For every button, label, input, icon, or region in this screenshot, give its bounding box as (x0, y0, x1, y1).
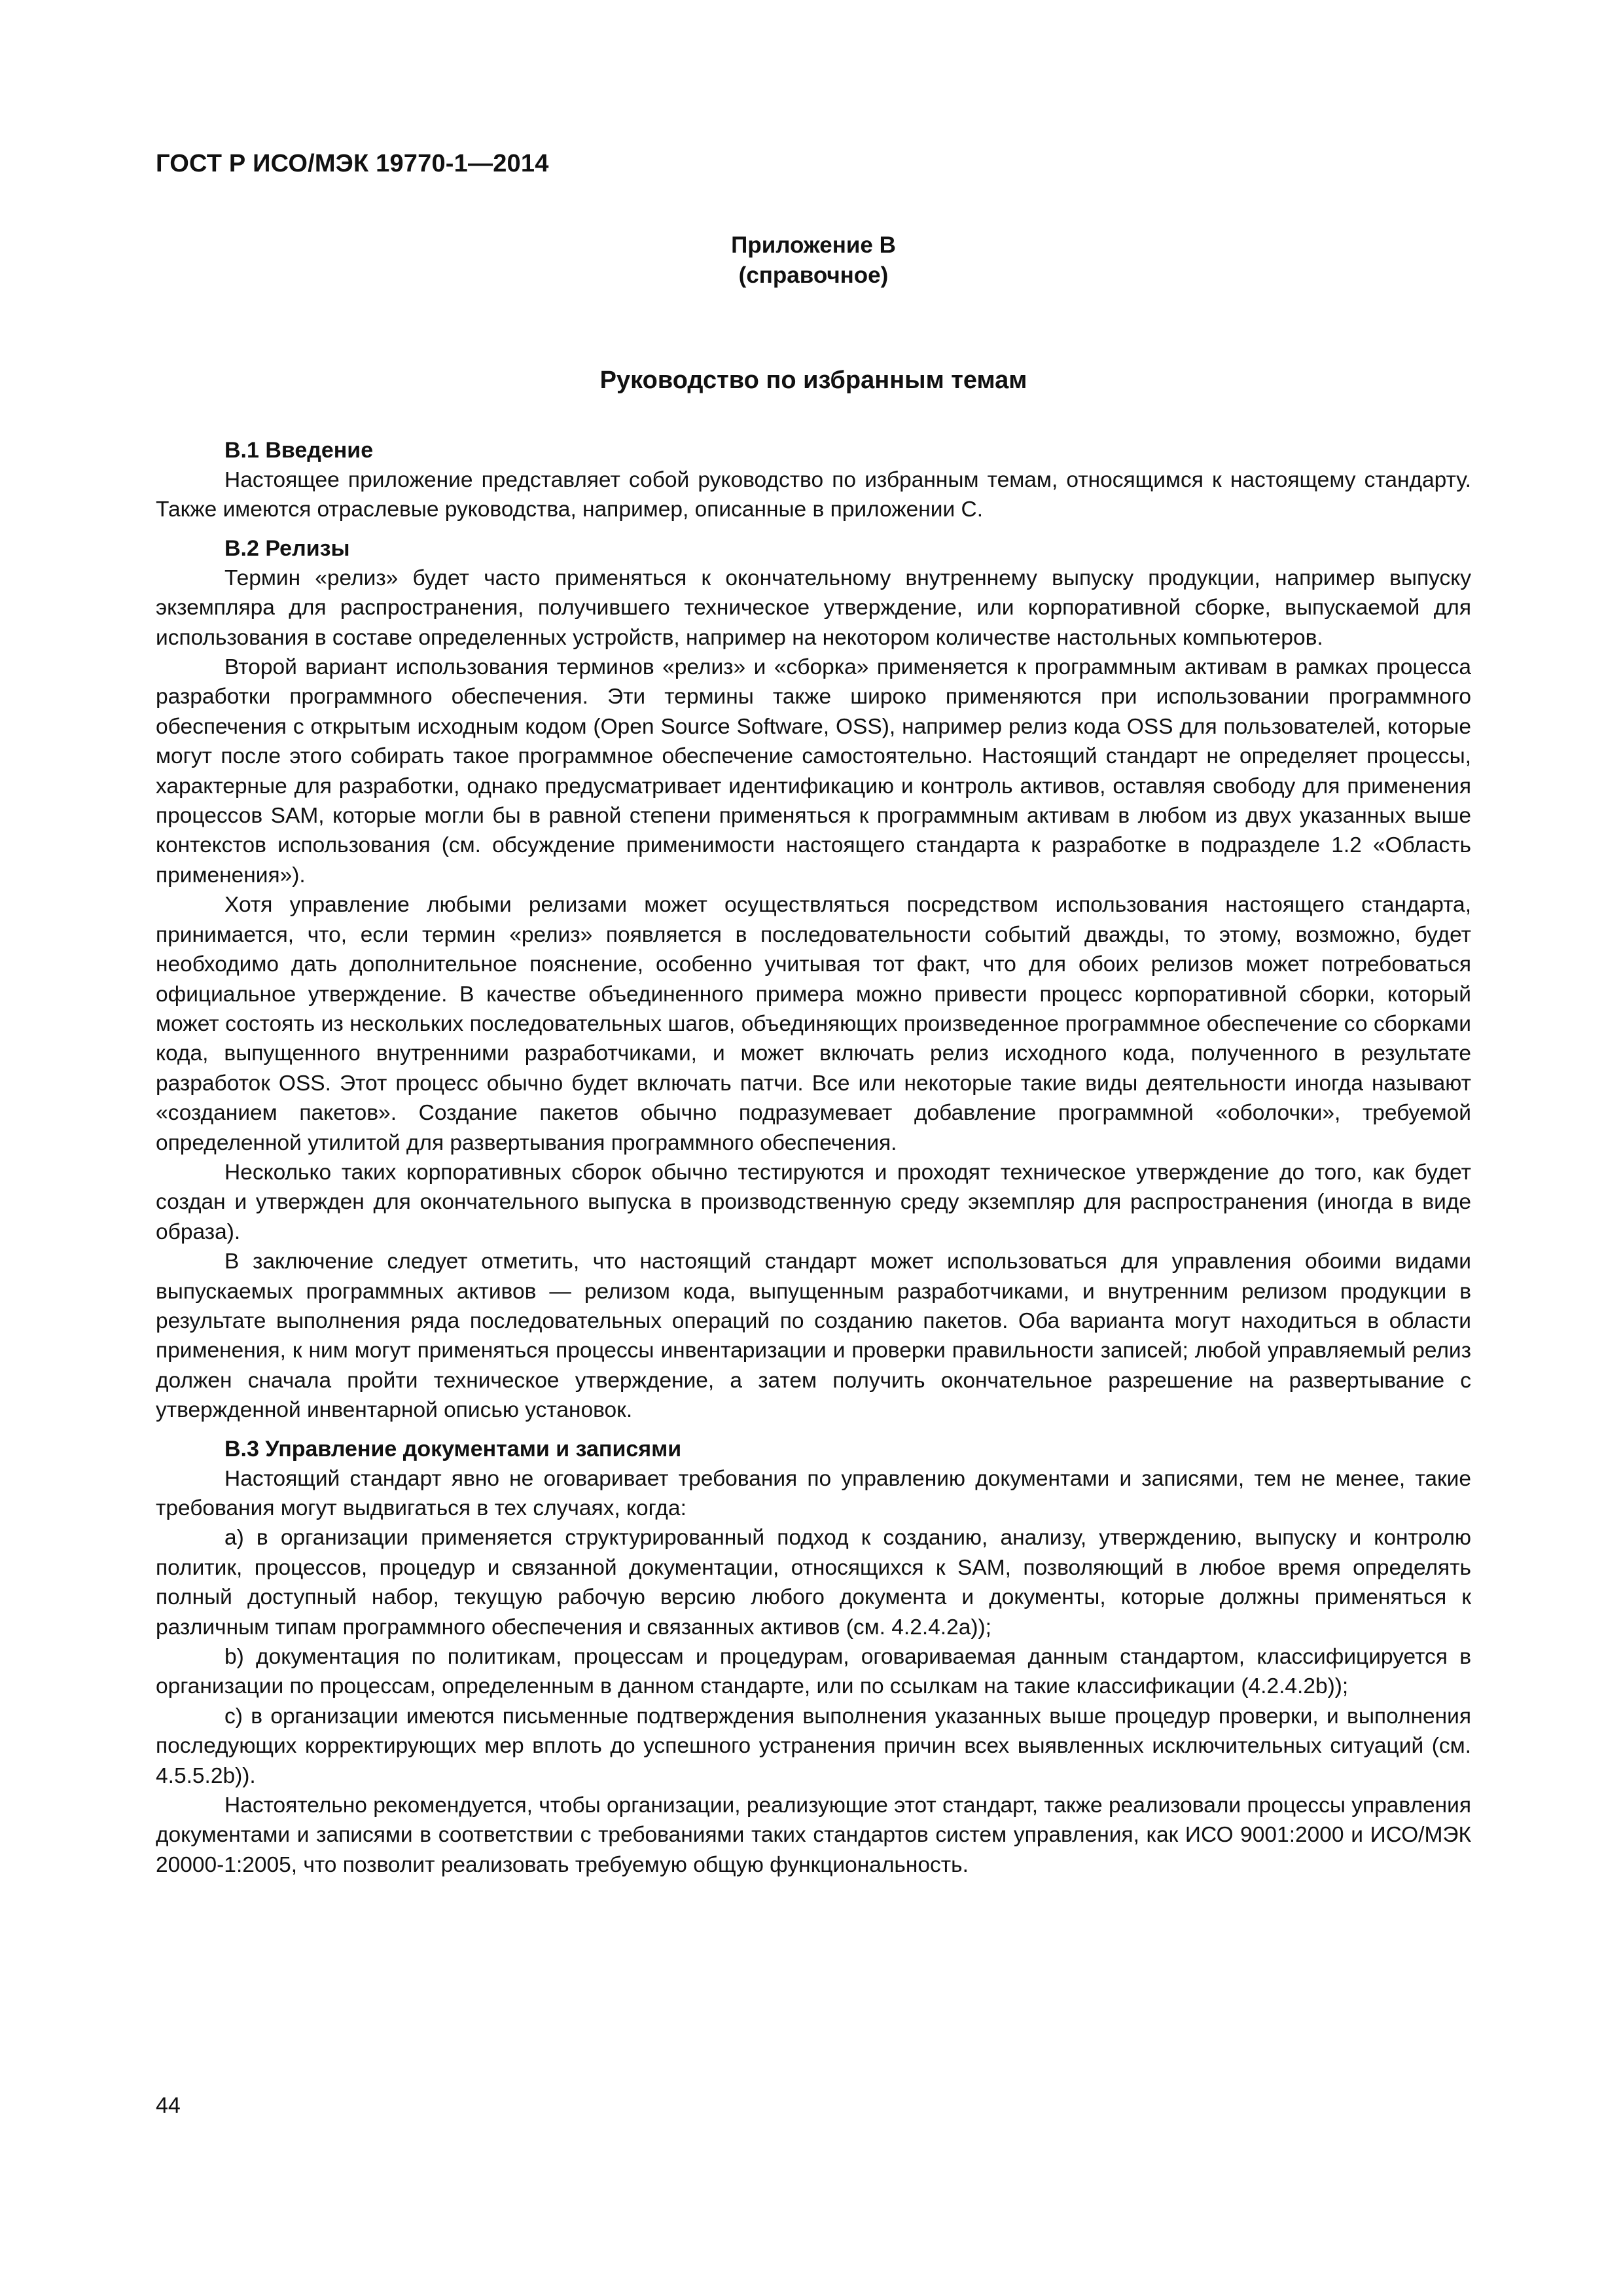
section-heading-b2: В.2 Релизы (224, 535, 350, 561)
section-b3-paragraph: Настоящий стандарт явно не оговаривает требования по управлению документами и записями, тем не менее, такие требования могут выдвигаться в тех случаях, когда: (156, 1466, 1471, 1520)
document-page (156, 147, 1471, 2242)
annex-title: Руководство по избранным темам (599, 367, 1027, 394)
page-number: 44 (156, 2093, 181, 2118)
list-item-c: c) в организации имеются письменные подтверждения выполнения указанных выше процедур проверки, и выполнения последующих корректирующих мер вплоть до успешного устранения причин всех выявленных исключительных ситуаций (см. 4.5.5.2b)). (156, 1704, 1471, 1788)
section-heading-b1: В.1 Введение (224, 438, 374, 463)
list-item-b: b) документация по политикам, процессам и процедурам, оговариваемая данным стандартом, классифицируется в организации по процессам, определенным в данном стандарте, или по ссылкам на такие классификации (4.2.4.2b)); (156, 1645, 1471, 1699)
section-b1-paragraph: Настоящее приложение представляет собой руководство по избранным темам, относящимся к настоящему стандарту. Также имеются отраслевые руководства, например, описанные в приложении С. (156, 468, 1471, 522)
section-b2-paragraph: Термин «релиз» будет часто применяться к окончательному внутреннему выпуску продукции, например выпуску экземпляра для распространения, получившего техническое утверждение, или корпоративной сборке, выпускаемой для использования в составе определенных устройств, например на некотором количестве настольных компьютеров. (156, 565, 1471, 650)
section-b3-paragraph: Настоятельно рекомендуется, чтобы организации, реализующие этот стандарт, также реализовали процессы управления документами и записями в соответствии с требованиями таких стандартов систем управления, как ИСО 9001:2000 и ИСО/МЭК 20000-1:2005, что позволит реализовать требуемую общую функциональность. (156, 1793, 1471, 1877)
section-b2-paragraph: Хотя управление любыми релизами может осуществляться посредством использования настоящего стандарта, принимается, что, если термин «релиз» появляется в последовательности событий дважды, то этому, возможно, будет необходимо дать дополнительное пояснение, особенно учитывая тот факт, что для обоих релизов может потребоваться официальное утверждение. В качестве объединенного примера можно привести процесс корпоративной сборки, который может состоять из нескольких последовательных шагов, объединяющих произведенное программное обеспечение со сборками кода, выпущенного внутренними разработчиками, и может включать релиз исходного кода, полученного в результате разработок OSS. Этот процесс обычно будет включать патчи. Все или некоторые такие виды деятельности иногда называют «созданием пакетов». Создание пакетов обычно подразумевает добавление программной «оболочки», требуемой определенной утилитой для развертывания программного обеспечения. (156, 893, 1471, 1155)
section-b2-paragraph: В заключение следует отметить, что настоящий стандарт может использоваться для управления обоими видами выпускаемых программных активов — релизом кода, выпущенным разработчиками, и внутренним релизом продукции в результате выполнения ряда последовательных операций по созданию пакетов. Оба варианта могут находиться в области применения, к ним могут применяться процессы инвентаризации и проверки правильности записей; любой управляемый релиз должен сначала пройти техническое утверждение, а затем получить окончательное разрешение на развертывание с утвержденной инвентарной описью установок. (156, 1249, 1471, 1423)
annex-label: Приложение В (731, 232, 896, 258)
section-b2-paragraph: Несколько таких корпоративных сборок обычно тестируются и проходят техническое утверждение до того, как будет создан и утвержден для окончательного выпуска в производственную среду экземпляр для распространения (иногда в виде образа). (156, 1160, 1471, 1244)
annex-heading (156, 230, 1471, 291)
document-id: ГОСТ Р ИСО/МЭК 19770-1—2014 (156, 150, 549, 177)
annex-type: (справочное) (738, 262, 889, 288)
section-b2-paragraph: Второй вариант использования терминов «релиз» и «сборка» применяется к программным активам в рамках процесса разработки программного обеспечения. Эти термины также широко применяются при использовании программного обеспечения с открытым исходным кодом (Open Source Software, OSS), например релиз кода OSS для пользователей, которые могут после этого собирать такое программное обеспечение самостоятельно. Настоящий стандарт не определяет процессы, характерные для разработки, однако предусматривает идентификацию и контроль активов, оставляя свободу для применения процессов SAM, которые могли бы в равной степени применяться к программным активам в любом из двух указанных выше контекстов использования (см. обсуждение применимости настоящего стандарта к разработке в подразделе 1.2 «Область применения»). (156, 655, 1471, 888)
list-item-a: a) в организации применяется структурированный подход к созданию, анализу, утверждению, выпуску и контролю политик, процессов, процедур и связанной документации, относящихся к SAM, позволяющий в любое время определять полный доступный набор, текущую рабочую версию любого документа и документы, которые должны применяться к различным типам программного обеспечения и связанных активов (см. 4.2.4.2a)); (156, 1526, 1471, 1640)
section-heading-b3: В.3 Управление документами и записями (224, 1436, 682, 1462)
